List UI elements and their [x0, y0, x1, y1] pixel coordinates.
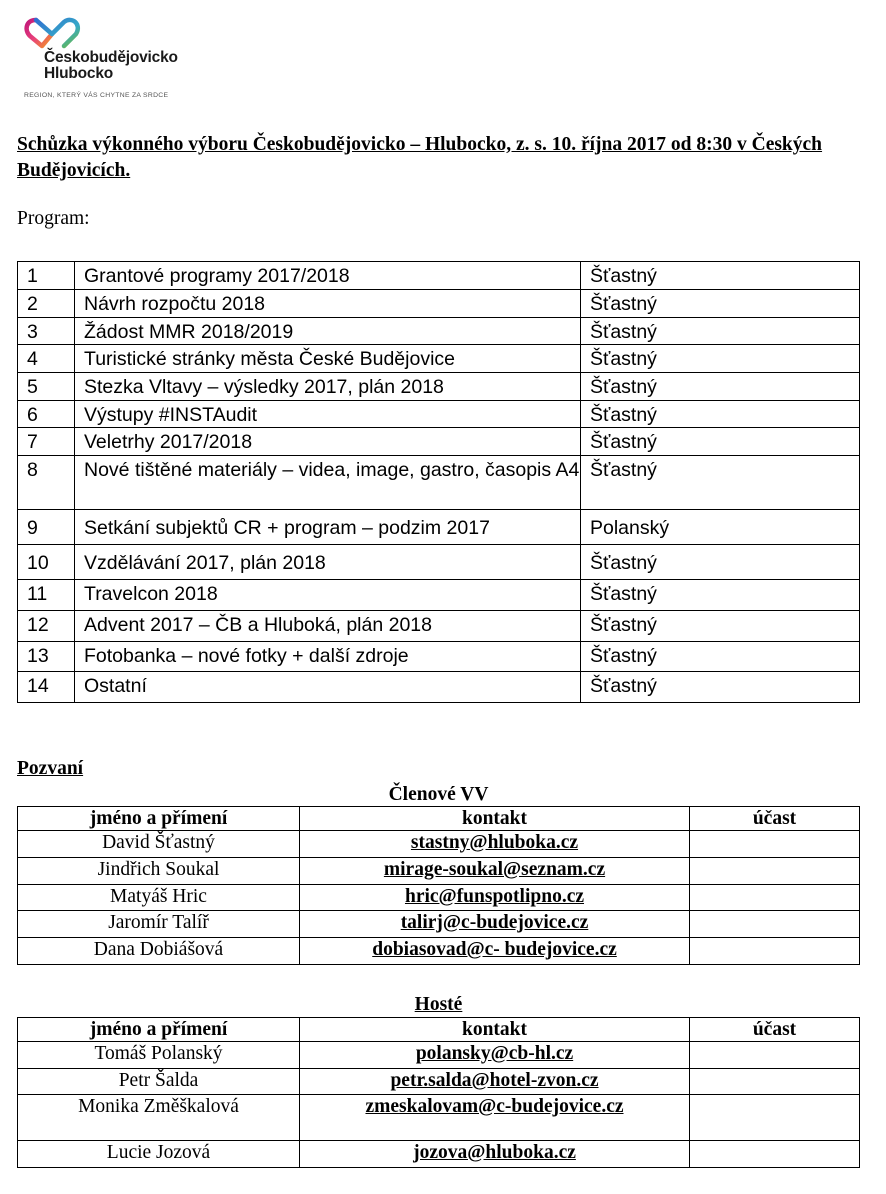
person-name: David Šťastný	[18, 831, 300, 858]
guests-table	[17, 1017, 860, 1168]
program-responsible: Šťastný	[581, 262, 860, 290]
program-responsible: Šťastný	[581, 290, 860, 318]
program-responsible: Šťastný	[581, 401, 860, 428]
email-link[interactable]: mirage-soukal@seznam.cz	[300, 858, 690, 885]
attendance-cell	[690, 1069, 860, 1095]
email-link[interactable]: talirj@c-budejovice.cz	[300, 911, 690, 938]
table-row	[18, 885, 860, 911]
program-number: 7	[18, 428, 75, 456]
attendance-cell	[690, 1042, 860, 1069]
program-topic: Fotobanka – nové fotky + další zdroje	[75, 642, 581, 672]
program-responsible: Šťastný	[581, 373, 860, 401]
program-number: 2	[18, 290, 75, 318]
program-row	[18, 262, 860, 290]
program-row	[18, 642, 860, 672]
program-topic: Žádost MMR 2018/2019	[75, 318, 581, 345]
program-number: 3	[18, 318, 75, 345]
program-topic: Stezka Vltavy – výsledky 2017, plán 2018	[75, 373, 581, 401]
header-attendance: účast	[690, 1018, 860, 1042]
program-topic: Travelcon 2018	[75, 580, 581, 611]
invited-heading: Pozvaní	[17, 758, 84, 779]
program-number: 6	[18, 401, 75, 428]
person-name: Jaromír Talíř	[18, 911, 300, 938]
program-number: 1	[18, 262, 75, 290]
person-name: Dana Dobiášová	[18, 938, 300, 965]
program-topic: Turistické stránky města České Budějovice	[75, 345, 581, 373]
attendance-cell	[690, 1095, 860, 1141]
program-topic: Návrh rozpočtu 2018	[75, 290, 581, 318]
attendance-cell	[690, 1141, 860, 1168]
logo	[20, 16, 210, 106]
members-table	[17, 806, 860, 965]
program-responsible: Šťastný	[581, 345, 860, 373]
attendance-cell	[690, 858, 860, 885]
logo-name: Českobudějovicko Hlubocko	[44, 49, 178, 82]
header-name: jméno a přímení	[18, 1018, 300, 1042]
program-responsible: Šťastný	[581, 545, 860, 580]
table-row	[18, 831, 860, 858]
document-title: Schůzka výkonného výboru Českobudějovicko – Hlubocko, z. s. 10. října 2017 od 8:30 v Českých Budějovicích.	[17, 134, 823, 181]
program-topic: Veletrhy 2017/2018	[75, 428, 581, 456]
program-responsible: Šťastný	[581, 611, 860, 642]
members-caption: Členové VV	[388, 784, 489, 805]
program-topic: Setkání subjektů CR + program – podzim 2017	[75, 510, 581, 545]
person-name: Tomáš Polanský	[18, 1042, 300, 1069]
program-number: 8	[18, 456, 75, 510]
program-number: 9	[18, 510, 75, 545]
table-row	[18, 1069, 860, 1095]
program-topic: Vzdělávání 2017, plán 2018	[75, 545, 581, 580]
program-number: 5	[18, 373, 75, 401]
table-row	[18, 858, 860, 885]
program-responsible: Šťastný	[581, 456, 860, 510]
table-row	[18, 911, 860, 938]
table-row	[18, 1141, 860, 1168]
program-number: 4	[18, 345, 75, 373]
guests-caption: Hosté	[414, 994, 463, 1015]
logo-heart-icon	[22, 16, 82, 50]
program-row	[18, 345, 860, 373]
attendance-cell	[690, 911, 860, 938]
program-row	[18, 373, 860, 401]
email-link[interactable]: petr.salda@hotel-zvon.cz	[300, 1069, 690, 1095]
program-row	[18, 580, 860, 611]
program-label: Program:	[17, 208, 90, 229]
program-row	[18, 672, 860, 703]
program-row	[18, 545, 860, 580]
program-responsible: Šťastný	[581, 672, 860, 703]
email-link[interactable]: jozova@hluboka.cz	[300, 1141, 690, 1168]
program-row	[18, 318, 860, 345]
header-contact: kontakt	[300, 807, 690, 831]
program-responsible: Šťastný	[581, 642, 860, 672]
program-row	[18, 611, 860, 642]
program-responsible: Šťastný	[581, 318, 860, 345]
program-row	[18, 510, 860, 545]
program-responsible: Šťastný	[581, 580, 860, 611]
program-row	[18, 456, 860, 510]
program-row	[18, 290, 860, 318]
email-link[interactable]: polansky@cb-hl.cz	[300, 1042, 690, 1069]
attendance-cell	[690, 831, 860, 858]
email-link[interactable]: stastny@hluboka.cz	[300, 831, 690, 858]
attendance-cell	[690, 885, 860, 911]
program-responsible: Polanský	[581, 510, 860, 545]
program-topic: Grantové programy 2017/2018	[75, 262, 581, 290]
email-link[interactable]: zmeskalovam@c-budejovice.cz	[300, 1095, 690, 1141]
email-link[interactable]: dobiasovad@c- budejovice.cz	[300, 938, 690, 965]
program-row	[18, 428, 860, 456]
person-name: Petr Šalda	[18, 1069, 300, 1095]
table-row	[18, 1042, 860, 1069]
person-name: Jindřich Soukal	[18, 858, 300, 885]
program-table	[17, 261, 860, 703]
program-topic: Výstupy #INSTAudit	[75, 401, 581, 428]
header-contact: kontakt	[300, 1018, 690, 1042]
person-name: Monika Změškalová	[18, 1095, 300, 1141]
program-topic: Advent 2017 – ČB a Hluboká, plán 2018	[75, 611, 581, 642]
program-number: 10	[18, 545, 75, 580]
header-name: jméno a přímení	[18, 807, 300, 831]
logo-tagline: REGION, KTERÝ VÁS CHYTNE ZA SRDCE	[24, 92, 169, 99]
program-number: 12	[18, 611, 75, 642]
program-number: 13	[18, 642, 75, 672]
program-responsible: Šťastný	[581, 428, 860, 456]
header-attendance: účast	[690, 807, 860, 831]
program-number: 11	[18, 580, 75, 611]
table-row	[18, 938, 860, 965]
table-row	[18, 1095, 860, 1141]
program-number: 14	[18, 672, 75, 703]
attendance-cell	[690, 938, 860, 965]
email-link[interactable]: hric@funspotlipno.cz	[300, 885, 690, 911]
person-name: Matyáš Hric	[18, 885, 300, 911]
person-name: Lucie Jozová	[18, 1141, 300, 1168]
program-row	[18, 401, 860, 428]
program-topic: Ostatní	[75, 672, 581, 703]
program-topic: Nové tištěné materiály – videa, image, gastro, časopis A4	[75, 456, 581, 510]
